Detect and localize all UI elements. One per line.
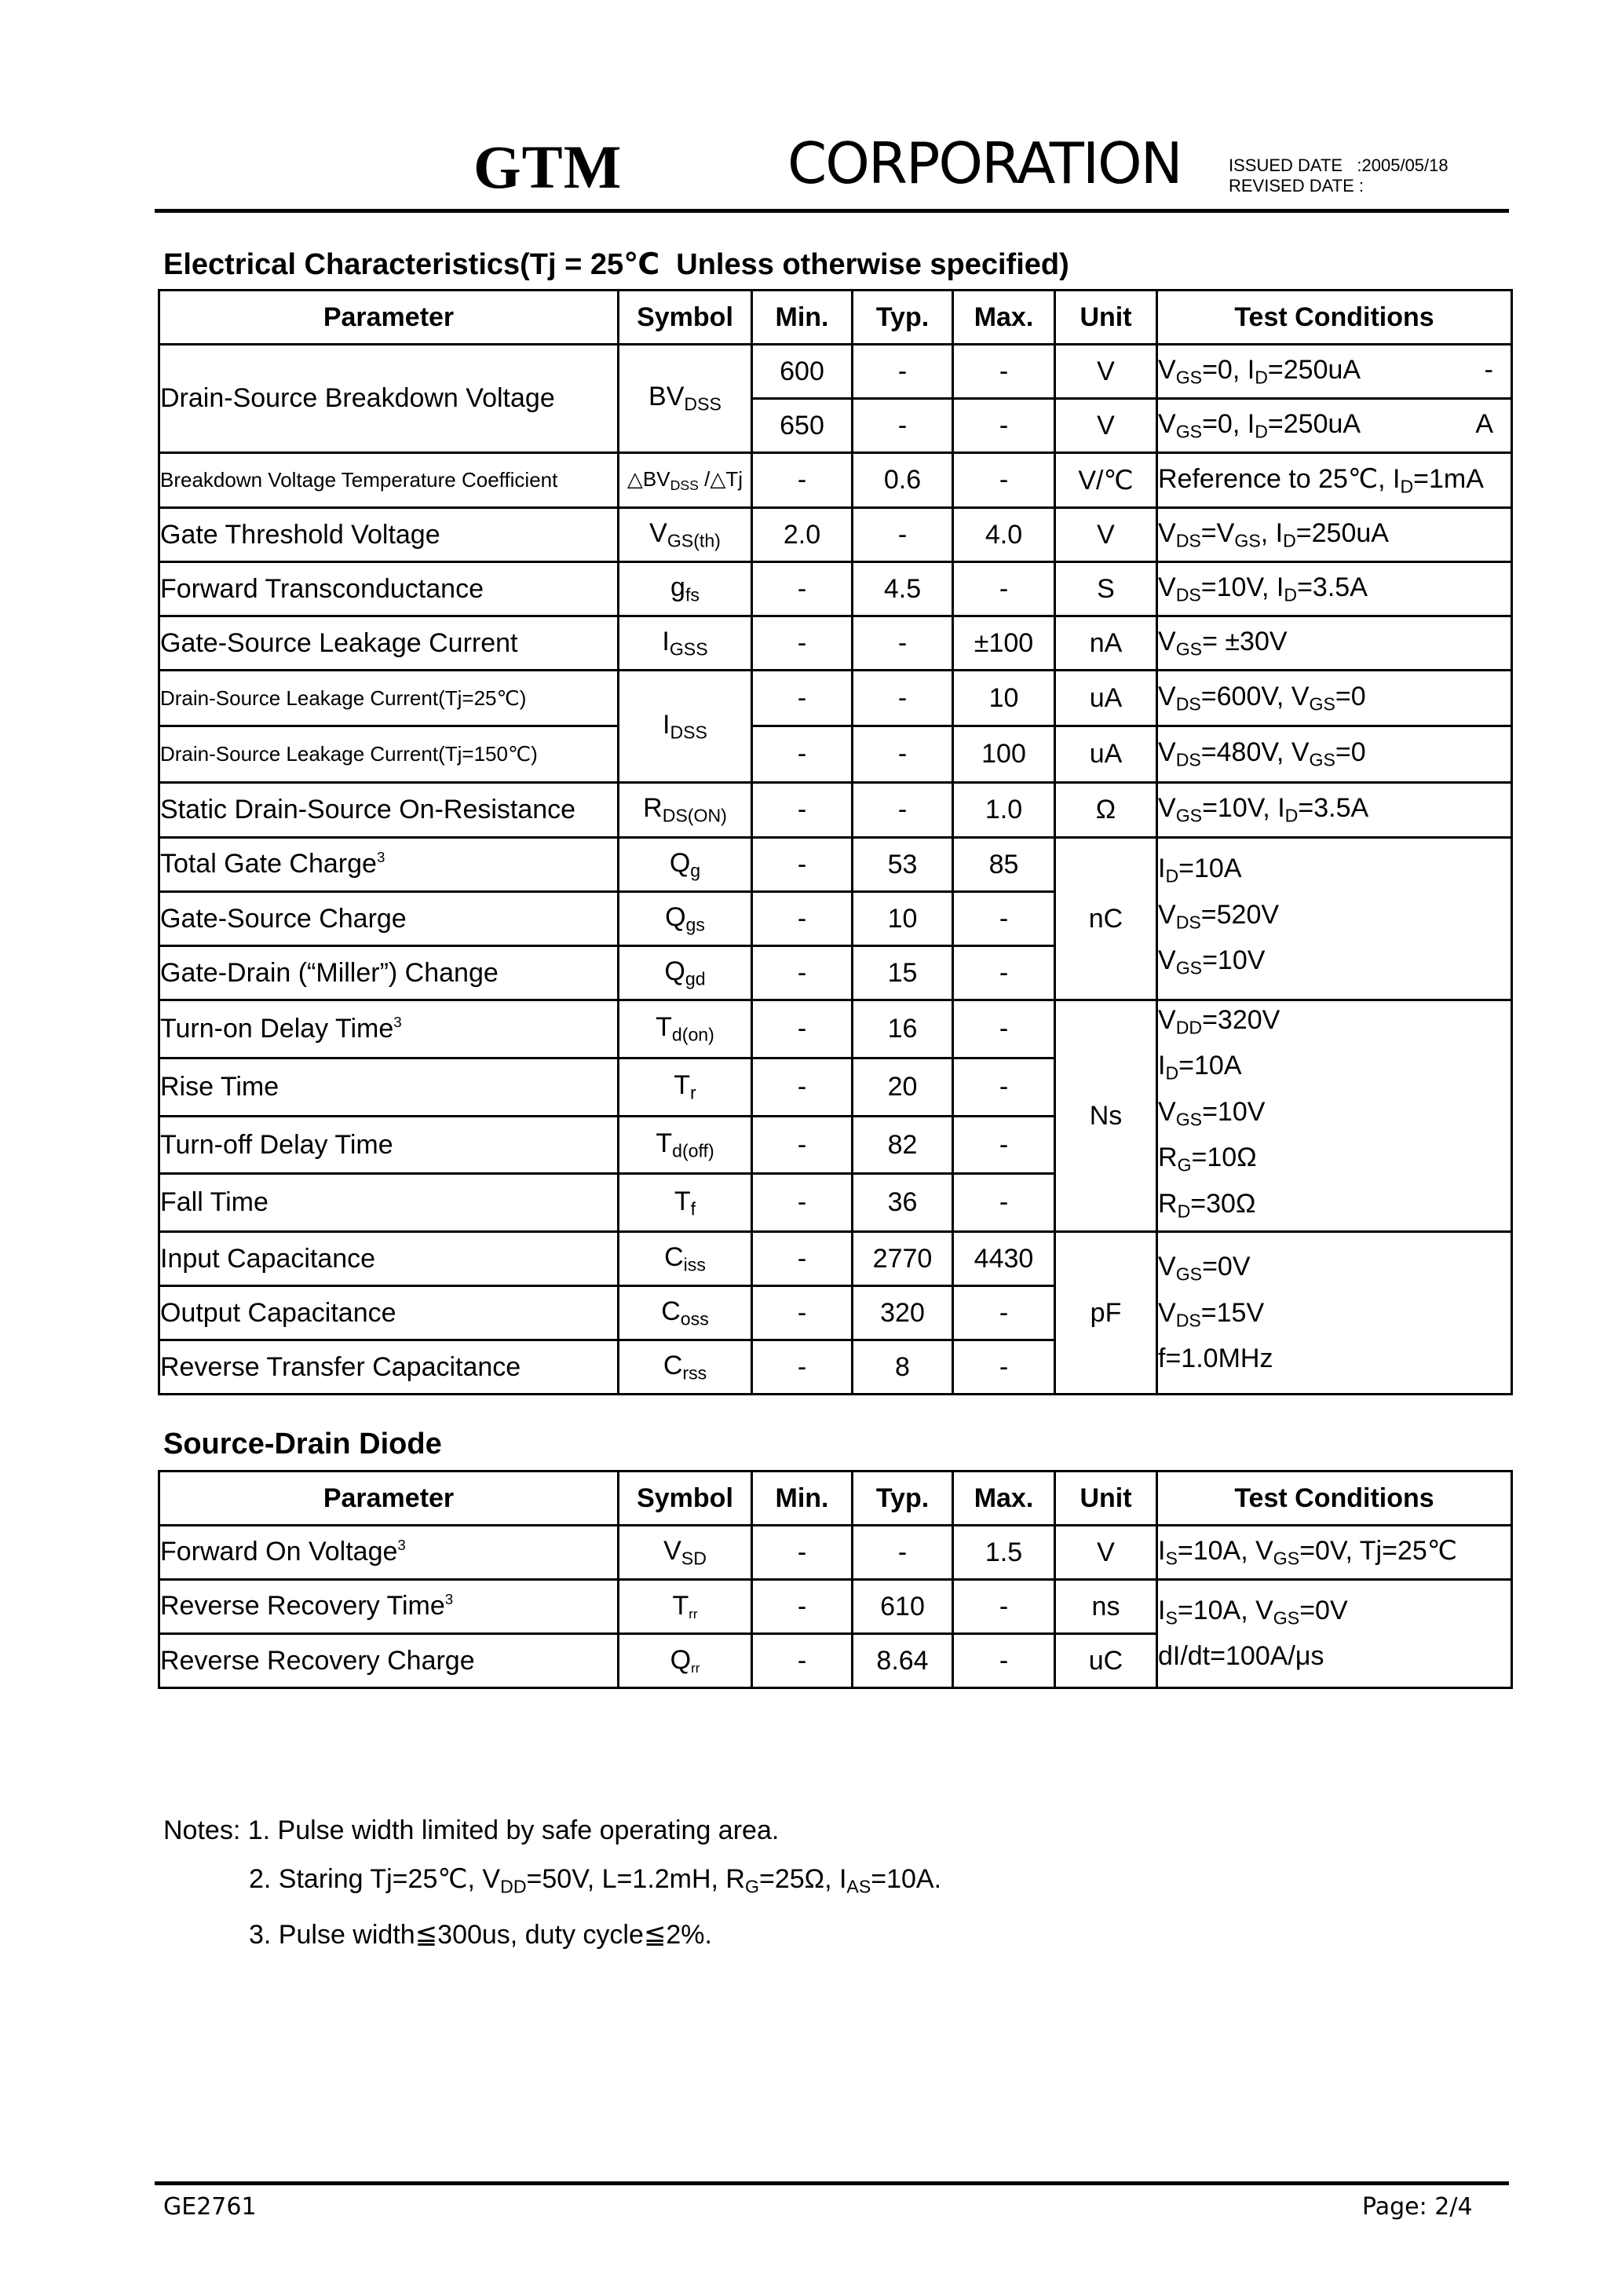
symbol-cell: $Q_{gd}$ [619, 946, 752, 1000]
max-cell: 10 [953, 671, 1055, 726]
test-condition-cell: Reference to 25℃, $I_D=1mA$ [1157, 453, 1512, 508]
min-cell: 650 [752, 399, 853, 453]
typ-cell: - [853, 1526, 953, 1580]
table-row [159, 838, 1512, 892]
header-rule [155, 209, 1509, 213]
param-cell: Drain-Source Breakdown Voltage [159, 345, 619, 453]
param-cell: Reverse Recovery Charge [159, 1634, 619, 1688]
symbol-cell: $g_{fs}$ [619, 562, 752, 616]
symbol-cell: $Q_{rr}$ [619, 1634, 752, 1688]
param-cell: Static Drain-Source On-Resistance [159, 783, 619, 838]
page-number: Page: 2/4 [1362, 2193, 1473, 2221]
typ-cell: - [853, 783, 953, 838]
unit-cell: S [1055, 562, 1157, 616]
header-min: Min. [752, 291, 853, 345]
test-condition-cell: $V_{DS}=V_{GS}$, $I_D=250uA$ [1157, 508, 1512, 562]
param-cell: Output Capacitance [159, 1286, 619, 1340]
table-row [159, 508, 1512, 562]
symbol-cell: $R_{DS(ON)}$ [619, 783, 752, 838]
unit-cell: uA [1055, 671, 1157, 726]
unit-cell: Ω [1055, 783, 1157, 838]
param-cell: Gate-Source Charge [159, 892, 619, 946]
test-condition-cell: $I_S=10A$, $V_{GS}=0V$, Tj=25℃ [1157, 1526, 1512, 1580]
max-cell: - [953, 1580, 1055, 1634]
test-condition-cell: $V_{GS}=0$, $I_D=250uA$ - [1157, 345, 1512, 399]
min-cell: - [752, 1232, 853, 1286]
typ-cell: 2770 [853, 1232, 953, 1286]
typ-cell: 610 [853, 1580, 953, 1634]
test-condition-cell: $V_{GS}=0V$ $V_{DS}=15V$ f=1.0MHz [1157, 1232, 1512, 1395]
header-max: Max. [953, 291, 1055, 345]
table-row [159, 1580, 1512, 1634]
electrical-characteristics-table [158, 289, 1513, 1395]
table-row [159, 1526, 1512, 1580]
unit-cell: uC [1055, 1634, 1157, 1688]
min-cell: - [752, 946, 853, 1000]
symbol-cell: $T_{d(off)}$ [619, 1116, 752, 1174]
symbol-cell: $\triangle BV_{DSS}$ /△Tj [619, 453, 752, 508]
typ-cell: - [853, 671, 953, 726]
table-row [159, 726, 1512, 783]
typ-cell: - [853, 399, 953, 453]
note-3: 3. Pulse width≦300us, duty cycle≦2%. [249, 1920, 712, 1951]
param-cell: Breakdown Voltage Temperature Coefficient [159, 453, 619, 508]
header-symbol: Symbol [619, 1472, 752, 1526]
note-2: 2. Staring Tj=25℃, $V_{DD}=50V$, L=1.2mH, $R_G=25\Omega$, $I_{AS}=10A$. [249, 1864, 942, 1897]
min-cell: - [752, 1116, 853, 1174]
param-cell: Gate-Source Leakage Current [159, 616, 619, 671]
table-row [159, 453, 1512, 508]
test-condition-cell: $I_S=10A$, $V_{GS}=0V$ dI/dt=100A/μs [1157, 1580, 1512, 1688]
typ-cell: 8.64 [853, 1634, 953, 1688]
brand-logo: GTM [473, 133, 623, 201]
typ-cell: - [853, 616, 953, 671]
symbol-cell: $T_{rr}$ [619, 1580, 752, 1634]
min-cell: - [752, 1634, 853, 1688]
symbol-cell: $V_{SD}$ [619, 1526, 752, 1580]
min-cell: - [752, 671, 853, 726]
header-min: Min. [752, 1472, 853, 1526]
test-condition-cell: $I_D=10A$ $V_{DS}=520V$ $V_{GS}=10V$ [1157, 838, 1512, 1000]
max-cell: - [953, 892, 1055, 946]
min-cell: - [752, 892, 853, 946]
symbol-cell: $C_{oss}$ [619, 1286, 752, 1340]
unit-cell: ns [1055, 1580, 1157, 1634]
max-cell: 100 [953, 726, 1055, 783]
max-cell: 1.5 [953, 1526, 1055, 1580]
issue-dates [1229, 155, 1448, 196]
symbol-cell: $T_{d(on)}$ [619, 1000, 752, 1058]
table-row [159, 1000, 1512, 1058]
max-cell: - [953, 453, 1055, 508]
test-condition-cell: $V_{GS}=0$, $I_D=250uA$ A [1157, 399, 1512, 453]
param-cell: Turn-on Delay Time$^3$ [159, 1000, 619, 1058]
document-number: GE2761 [163, 2193, 257, 2221]
unit-cell: V/℃ [1055, 453, 1157, 508]
header-test-conditions: Test Conditions [1157, 1472, 1512, 1526]
table-header-row [159, 1472, 1512, 1526]
notes [163, 1806, 941, 1959]
header-unit: Unit [1055, 291, 1157, 345]
symbol-cell: $T_f$ [619, 1174, 752, 1232]
header-symbol: Symbol [619, 291, 752, 345]
min-cell: - [752, 1174, 853, 1232]
typ-cell: - [853, 508, 953, 562]
param-cell: Turn-off Delay Time [159, 1116, 619, 1174]
max-cell: - [953, 1000, 1055, 1058]
symbol-cell: $T_r$ [619, 1058, 752, 1116]
corporation-name: CORPORATION [787, 130, 1182, 196]
typ-cell: 8 [853, 1340, 953, 1395]
param-cell: Fall Time [159, 1174, 619, 1232]
note-1: Notes: 1. Pulse width limited by safe operating area. [163, 1815, 780, 1845]
revised-date: REVISED DATE : [1229, 176, 1364, 196]
issued-date: ISSUED DATE :2005/05/18 [1229, 155, 1448, 175]
param-cell: Reverse Recovery Time$^3$ [159, 1580, 619, 1634]
min-cell: - [752, 783, 853, 838]
table-header-row [159, 291, 1512, 345]
param-cell: Rise Time [159, 1058, 619, 1116]
unit-cell: V [1055, 345, 1157, 399]
test-condition-cell: $V_{DS}=480V$, $V_{GS}=0$ [1157, 726, 1512, 783]
header-parameter: Parameter [159, 1472, 619, 1526]
typ-cell: 4.5 [853, 562, 953, 616]
typ-cell: 0.6 [853, 453, 953, 508]
test-condition-cell: $V_{DS}=10V$, $I_D=3.5A$ [1157, 562, 1512, 616]
min-cell: - [752, 726, 853, 783]
unit-cell: Ns [1055, 1000, 1157, 1232]
min-cell: 600 [752, 345, 853, 399]
param-cell: Forward Transconductance [159, 562, 619, 616]
typ-cell: 53 [853, 838, 953, 892]
min-cell: - [752, 838, 853, 892]
min-cell: - [752, 1058, 853, 1116]
typ-cell: 15 [853, 946, 953, 1000]
param-cell: Drain-Source Leakage Current(Tj=150℃) [159, 726, 619, 783]
test-condition-cell: $V_{DD}=320V$ $I_D=10A$ $V_{GS}=10V$ $R_G=10\Omega$ $R_D=30\Omega$ [1157, 1000, 1512, 1232]
table-row [159, 671, 1512, 726]
max-cell: - [953, 1340, 1055, 1395]
unit-cell: nA [1055, 616, 1157, 671]
max-cell: 85 [953, 838, 1055, 892]
param-cell: Gate Threshold Voltage [159, 508, 619, 562]
table-row [159, 1232, 1512, 1286]
symbol-cell: $C_{rss}$ [619, 1340, 752, 1395]
symbol-cell: $BV_{DSS}$ [619, 345, 752, 453]
param-cell: Input Capacitance [159, 1232, 619, 1286]
min-cell: - [752, 1000, 853, 1058]
param-cell: Total Gate Charge$^3$ [159, 838, 619, 892]
unit-cell: V [1055, 399, 1157, 453]
min-cell: 2.0 [752, 508, 853, 562]
param-cell: Reverse Transfer Capacitance [159, 1340, 619, 1395]
footer-rule [155, 2181, 1509, 2185]
test-condition-cell: $V_{DS}=600V$, $V_{GS}=0$ [1157, 671, 1512, 726]
max-cell: - [953, 399, 1055, 453]
min-cell: - [752, 562, 853, 616]
table-row [159, 562, 1512, 616]
unit-cell: V [1055, 508, 1157, 562]
header-max: Max. [953, 1472, 1055, 1526]
max-cell: 1.0 [953, 783, 1055, 838]
table-row [159, 783, 1512, 838]
max-cell: - [953, 345, 1055, 399]
max-cell: - [953, 946, 1055, 1000]
source-drain-diode-table [158, 1470, 1513, 1689]
param-cell: Forward On Voltage$^3$ [159, 1526, 619, 1580]
unit-cell: pF [1055, 1232, 1157, 1395]
source-drain-diode-title: Source-Drain Diode [163, 1428, 442, 1461]
typ-cell: - [853, 345, 953, 399]
table-row [159, 345, 1512, 399]
header-unit: Unit [1055, 1472, 1157, 1526]
min-cell: - [752, 1526, 853, 1580]
param-cell: Gate-Drain (“Miller”) Change [159, 946, 619, 1000]
typ-cell: 16 [853, 1000, 953, 1058]
header-test-conditions: Test Conditions [1157, 291, 1512, 345]
electrical-characteristics-title: Electrical Characteristics(Tj = 25℃ Unless otherwise specified) [163, 248, 1069, 281]
header-typ: Typ. [853, 1472, 953, 1526]
max-cell: - [953, 562, 1055, 616]
typ-cell: 320 [853, 1286, 953, 1340]
test-condition-cell: $V_{GS}=10V$, $I_D=3.5A$ [1157, 783, 1512, 838]
max-cell: 4.0 [953, 508, 1055, 562]
symbol-cell: $I_{GSS}$ [619, 616, 752, 671]
symbol-cell: $Q_{gs}$ [619, 892, 752, 946]
unit-cell: nC [1055, 838, 1157, 1000]
unit-cell: V [1055, 1526, 1157, 1580]
max-cell: - [953, 1174, 1055, 1232]
symbol-cell: $V_{GS(th)}$ [619, 508, 752, 562]
param-cell: Drain-Source Leakage Current(Tj=25℃) [159, 671, 619, 726]
unit-cell: uA [1055, 726, 1157, 783]
table-row [159, 616, 1512, 671]
typ-cell: - [853, 726, 953, 783]
header-parameter: Parameter [159, 291, 619, 345]
symbol-cell: $C_{iss}$ [619, 1232, 752, 1286]
symbol-cell: $I_{DSS}$ [619, 671, 752, 783]
typ-cell: 36 [853, 1174, 953, 1232]
min-cell: - [752, 453, 853, 508]
min-cell: - [752, 1340, 853, 1395]
header-typ: Typ. [853, 291, 953, 345]
typ-cell: 10 [853, 892, 953, 946]
typ-cell: 82 [853, 1116, 953, 1174]
min-cell: - [752, 616, 853, 671]
min-cell: - [752, 1286, 853, 1340]
max-cell: ±100 [953, 616, 1055, 671]
max-cell: - [953, 1058, 1055, 1116]
symbol-cell: $Q_g$ [619, 838, 752, 892]
max-cell: - [953, 1286, 1055, 1340]
test-condition-cell: $V_{GS}= \pm 30V$ [1157, 616, 1512, 671]
max-cell: 4430 [953, 1232, 1055, 1286]
max-cell: - [953, 1634, 1055, 1688]
max-cell: - [953, 1116, 1055, 1174]
min-cell: - [752, 1580, 853, 1634]
typ-cell: 20 [853, 1058, 953, 1116]
